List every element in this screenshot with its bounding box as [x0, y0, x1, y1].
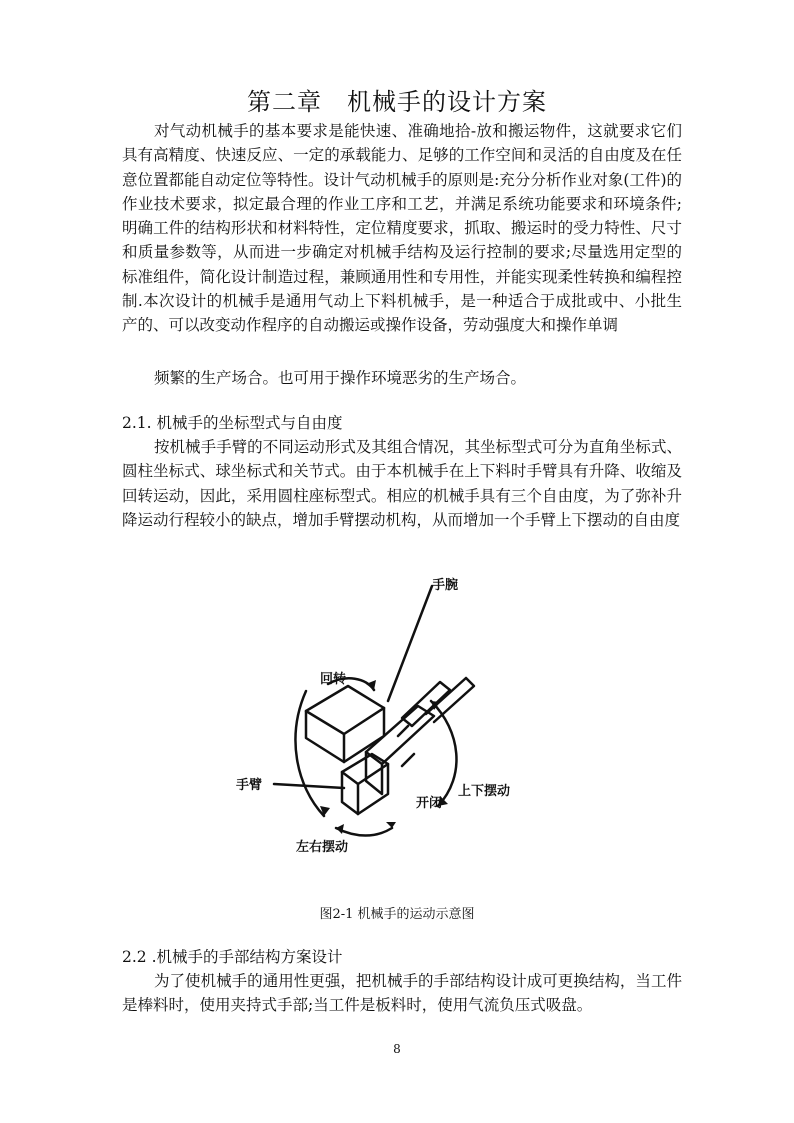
arm-bar-front: [358, 764, 388, 814]
arrowhead-rotate: [366, 680, 376, 690]
page-title: 第二章 机械手的设计方案: [247, 88, 547, 116]
label-open-close: 开闭: [416, 796, 443, 811]
section-heading-2-2: 2.2 .机械手的手部结构方案设计: [122, 948, 343, 966]
manipulator-sketch: [226, 566, 536, 864]
section-text-2-1: 按机械手手臂的不同运动形式及其组合情况，其坐标型式可分为直角坐标式、圆柱坐标式、球坐标式和关节式。由于本机械手在上下料时手臂具有升降、收缩及回转运动，因此，采用圆柱座标型式。相应的机械手具有三个自由度，为了弥补升降运动行程较小的缺点，增加手臂摆动机构，从而增加一个手臂上下摆动的自由度: [122, 438, 682, 529]
arrowhead-bottom-left: [336, 824, 344, 834]
label-arm: 手臂: [236, 778, 263, 793]
arrowhead-bottom-right: [386, 822, 396, 828]
arm-pointer-line: [274, 784, 344, 788]
gripper-top: [402, 682, 450, 726]
intro-paragraph-1: 对气动机械手的基本要求是能快速、准确地拾-放和搬运物件，这就要求它们具有高精度、快速反应、一定的承载能力、足够的工作空间和灵活的自由度及在任意位置都能自动定位等特性。设计气动机械手的原则是:充分分析作业对象(工件)的作业技术要求，拟定最合理的作业工序和工艺，并满足系统功能要求和环境条件;明确工件的结构形状和材料特性，定位精度要求，抓取、搬运时的受力特性、尺寸和质量参数等，从而进一步确定对机械手结构及运行控制的要求;尽量选用定型的标准组件，简化设计制造过程，兼顾通用性和专用性，并能实现柔性转换和编程控制.本次设计的机械手是通用气动上下料机械手，是一种适合于成批或中、小批生产的、可以改变动作程序的自动搬运或操作设备，劳动强度大和操作单调: [122, 122, 682, 335]
manipulator-motion-diagram: [226, 566, 536, 864]
section-text-2-2: 为了使机械手的通用性更强，把机械手的手部结构设计成可更换结构，当工件是棒料时，使用夹持式手部;当工件是板料时，使用气流负压式吸盘。: [122, 972, 682, 1015]
page-number: 8: [393, 1042, 401, 1056]
label-wrist: 手腕: [432, 578, 459, 593]
figure-caption: 图2-1 机械手的运动示意图: [319, 907, 475, 922]
section-heading-2-1: 2.1. 机械手的坐标型式与自由度: [122, 414, 343, 432]
bottom-swing-arc: [336, 828, 392, 836]
label-left-right-swing: 左右摆动: [296, 840, 349, 855]
intro-paragraph-2: 频繁的生产场合。也可用于操作环境恶劣的生产场合。: [154, 369, 527, 387]
left-block-top: [306, 686, 384, 734]
wrist-pointer-line: [388, 586, 432, 701]
label-up-down-swing: 上下摆动: [458, 784, 511, 799]
left-block-front: [344, 708, 384, 762]
label-rotate: 回转: [320, 672, 347, 687]
left-block-side: [306, 711, 344, 762]
